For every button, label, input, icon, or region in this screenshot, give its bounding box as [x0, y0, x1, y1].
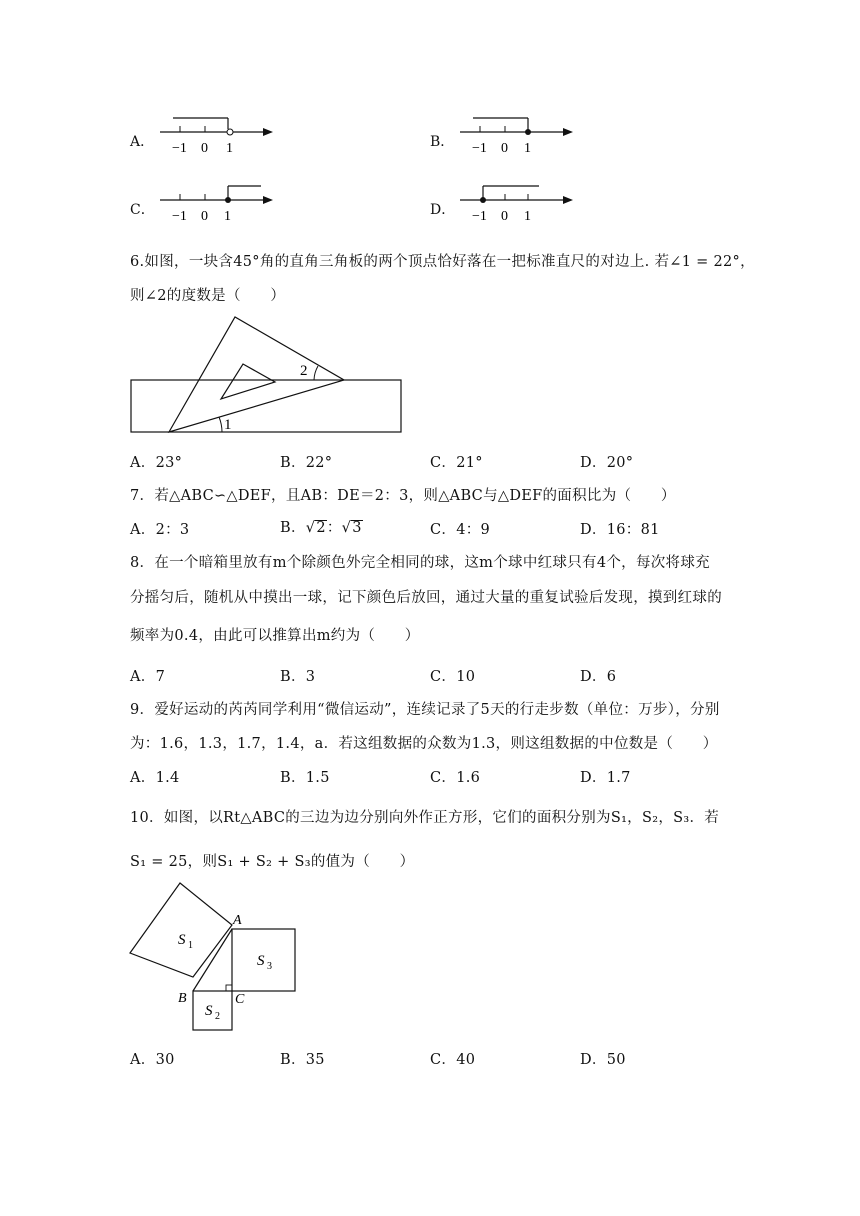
q6-option-b: B．22°	[280, 455, 333, 471]
q5-c-tick-0: 0	[201, 209, 208, 224]
s1-subscript: 1	[188, 940, 193, 951]
triangle-outer	[169, 317, 344, 432]
q9-option-c: C．1.6	[430, 770, 481, 786]
q7-option-c: C．4：9	[430, 522, 491, 538]
q6-option-d: D．20°	[580, 455, 634, 471]
q7-stem: 7．若△ABC∽△DEF，且AB：DE＝2：3，则△ABC与△DEF的面积比为（ ）	[130, 488, 676, 504]
q6-option-c: C．21°	[430, 455, 483, 471]
q7-option-b-prefix: B．	[280, 520, 306, 536]
q8-stem-line1: 8．在一个暗箱里放有m个除颜色外完全相同的球，这m个球中红球只有4个，每次将球充	[130, 555, 710, 571]
q5-c-tick-1: 1	[224, 209, 231, 224]
q8-option-b: B．3	[280, 669, 316, 685]
square-s1	[130, 883, 232, 977]
q5-option-a-number-line	[155, 112, 280, 157]
q9-stem-line2: 为：1.6，1.3，1.7，1.4，a．若这组数据的众数为1.3，则这组数据的中位数是（ ）	[130, 736, 718, 752]
q7-option-b-sqrt3: 3	[352, 520, 362, 536]
q9-option-d: D．1.7	[580, 770, 631, 786]
q7-option-b-sqrt2: 2	[316, 520, 326, 536]
triangle-inner	[221, 364, 275, 399]
q6-stem-line2: 则∠2的度数是（ ）	[130, 288, 286, 304]
q7-option-a: A．2：3	[130, 522, 190, 538]
q5-a-tick-1: 1	[226, 141, 233, 156]
vertex-a-label: A	[233, 913, 242, 928]
q7-option-b: B．√2：√3	[280, 520, 362, 536]
q6-figure-ruler-triangle	[128, 312, 408, 437]
q7-option-b-sep: ：	[326, 520, 342, 536]
q6-stem-line1: 6.如图，一块含45°角的直角三角板的两个顶点恰好落在一把标准直尺的对边上. 若∠1 = 22°，	[130, 254, 755, 270]
s2-label: S	[205, 1003, 213, 1019]
q5-d-tick-neg1: −1	[472, 209, 487, 224]
q5-a-tick-neg1: −1	[172, 141, 187, 156]
q5-option-c-label: C．	[130, 202, 155, 218]
angle-2-label: 2	[300, 363, 308, 379]
ruler	[131, 380, 401, 432]
q5-c-tick-neg1: −1	[172, 209, 187, 224]
q5-option-a-label: A．	[130, 134, 155, 150]
q8-stem-line2: 分摇匀后，随机从中摸出一球，记下颜色后放回，通过大量的重复试验后发现，摸到红球的	[130, 590, 722, 606]
q10-stem-line2: S₁ = 25，则S₁ + S₂ + S₃的值为（ ）	[130, 854, 415, 870]
s3-subscript: 3	[267, 961, 272, 972]
q5-option-c-number-line	[155, 180, 280, 225]
q10-option-c: C．40	[430, 1052, 476, 1068]
angle-1-label: 1	[224, 417, 232, 433]
q9-option-b: B．1.5	[280, 770, 330, 786]
q9-option-a: A．1.4	[130, 770, 180, 786]
q6-option-a: A．23°	[130, 455, 183, 471]
q9-stem-line1: 9．爱好运动的芮芮同学利用“微信运动”，连续记录了5天的行走步数（单位：万步），分别	[130, 702, 720, 718]
q5-b-tick-neg1: −1	[472, 141, 487, 156]
q10-option-b: B．35	[280, 1052, 325, 1068]
q5-b-tick-0: 0	[501, 141, 508, 156]
vertex-b-label: B	[178, 991, 187, 1006]
q8-option-c: C．10	[430, 669, 476, 685]
q5-option-d-label: D．	[430, 202, 456, 218]
q5-option-d-number-line	[455, 180, 580, 225]
q10-figure-squares	[125, 880, 305, 1040]
q8-stem-line3: 频率为0.4，由此可以推算出m约为（ ）	[130, 628, 420, 644]
q10-stem-line1: 10．如图，以Rt△ABC的三边为边分别向外作正方形，它们的面积分别为S₁，S₂，S₃．若	[130, 810, 720, 826]
q5-d-tick-0: 0	[501, 209, 508, 224]
q10-option-a: A．30	[130, 1052, 175, 1068]
q5-d-tick-1: 1	[524, 209, 531, 224]
q7-option-d: D．16：81	[580, 522, 660, 538]
q8-option-d: D．6	[580, 669, 617, 685]
s3-label: S	[257, 953, 265, 969]
q5-b-tick-1: 1	[524, 141, 531, 156]
s2-subscript: 2	[215, 1011, 220, 1022]
vertex-c-label: C	[235, 992, 245, 1007]
s1-label: S	[178, 932, 186, 948]
q8-option-a: A．7	[130, 669, 166, 685]
right-angle-mark	[226, 985, 232, 991]
square-s2	[193, 991, 232, 1030]
q5-option-b-label: B．	[430, 134, 455, 150]
q10-option-d: D．50	[580, 1052, 626, 1068]
q5-option-b-number-line	[455, 112, 580, 157]
hypotenuse-ab	[193, 929, 232, 991]
q5-a-tick-0: 0	[201, 141, 208, 156]
